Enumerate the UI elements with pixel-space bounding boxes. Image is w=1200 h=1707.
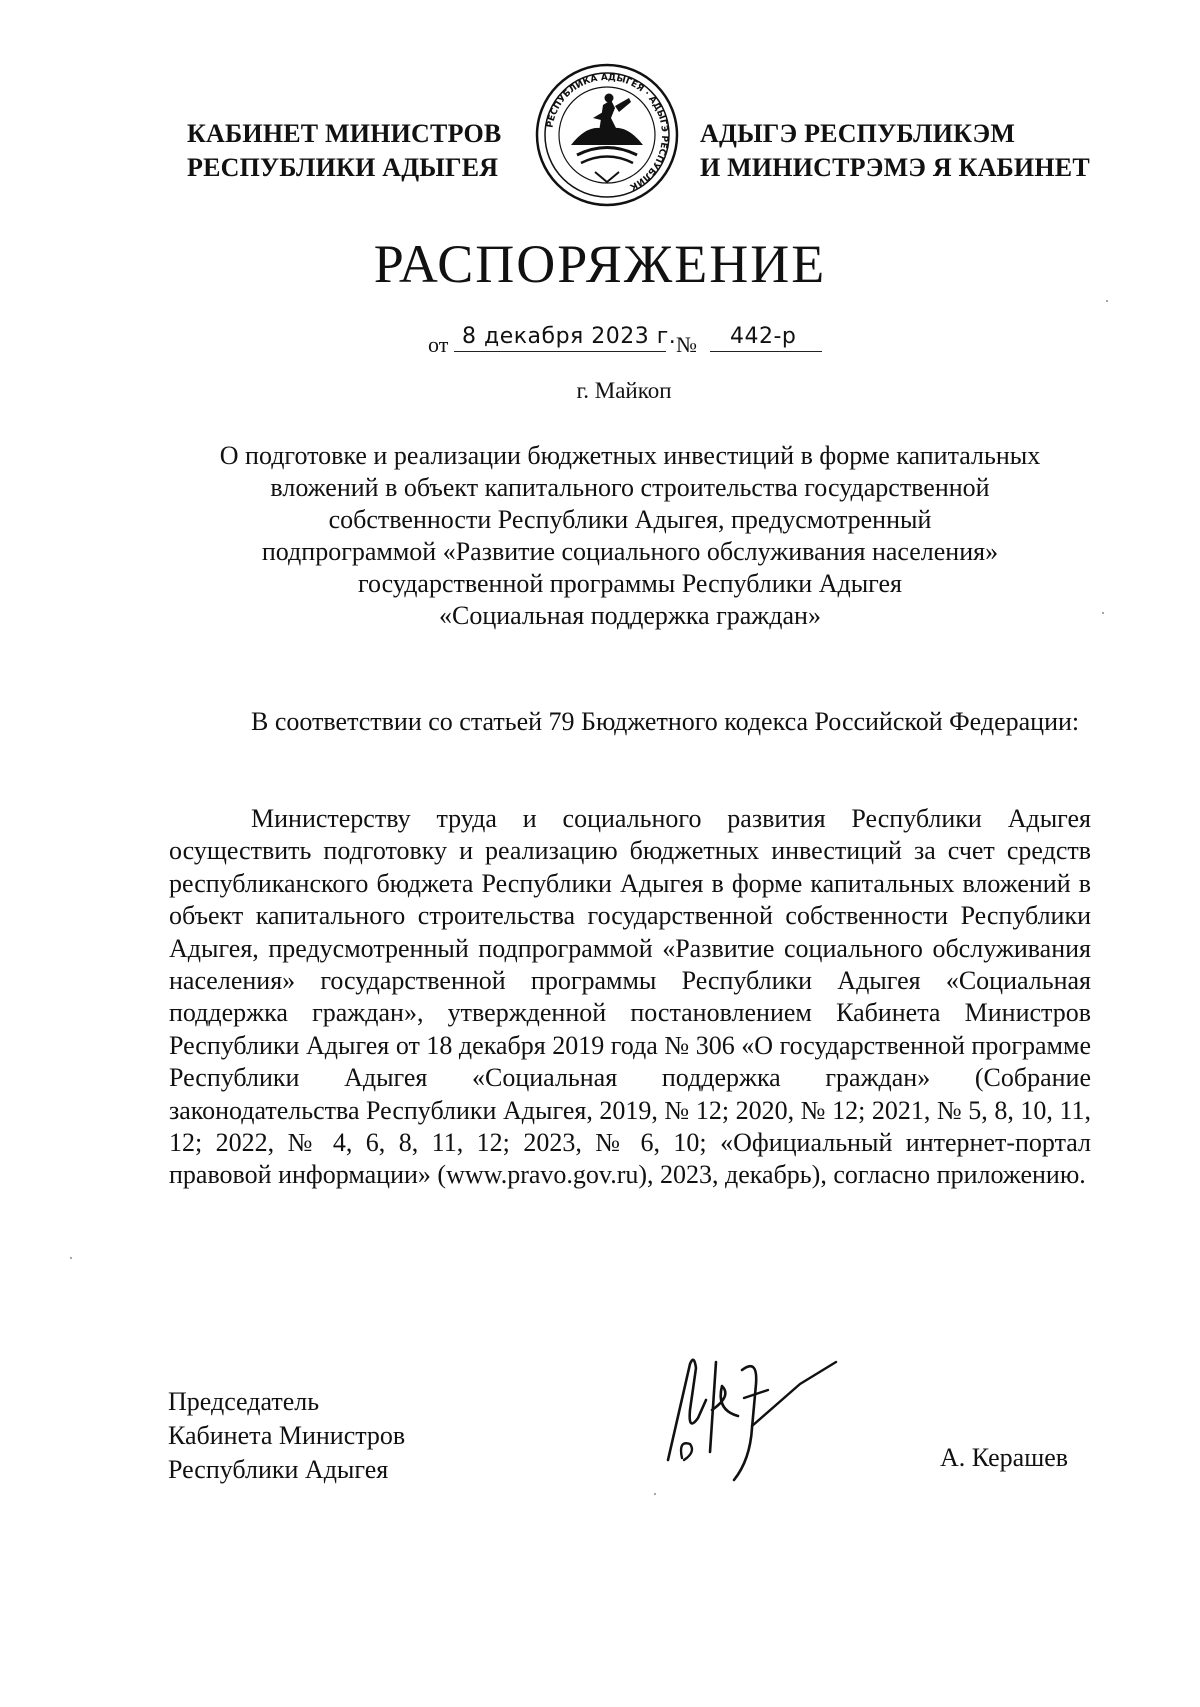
scan-speck xyxy=(654,1493,656,1495)
header-right xyxy=(700,117,1100,185)
header-left xyxy=(187,117,527,185)
subject-line: «Социальная поддержка граждан» xyxy=(439,601,821,630)
body-paragraph-1: В соответствии со статьей 79 Бюджетного кодекса Российской Федерации: xyxy=(251,707,1080,736)
scan-speck xyxy=(1102,612,1104,614)
number-underline xyxy=(710,351,822,352)
handwritten-signature-icon xyxy=(660,1340,840,1490)
position-line: Председатель xyxy=(168,1387,320,1416)
subject-line: О подготовке и реализации бюджетных инвестиций в форме капитальных xyxy=(219,441,1041,470)
document-number: 442-р xyxy=(730,324,797,349)
subject-line: собственности Республики Адыгея, предусмотренный xyxy=(328,505,932,534)
date-underline xyxy=(454,351,666,352)
header-right-line2: И МИНИСТРЭМЭ Я КАБИНЕТ xyxy=(700,153,1090,182)
position-line: Кабинета Министров xyxy=(168,1421,406,1450)
svg-text:РЕСПУБЛИКА АДЫГЕЯ · АДЫГЭ РЕСП: РЕСПУБЛИКА АДЫГЕЯ · АДЫГЭ РЕСПУБЛИК xyxy=(545,72,670,192)
subject-line: подпрограммой «Развитие социального обслуживания населения» xyxy=(261,537,999,566)
subject-line: государственной программы Республики Адыгея xyxy=(357,569,903,598)
header-right-line1: АДЫГЭ РЕСПУБЛИКЭМ xyxy=(700,119,1016,148)
header-left-line2: РЕСПУБЛИКИ АДЫГЕЯ xyxy=(187,153,499,182)
scan-speck xyxy=(1106,300,1108,302)
number-label: № xyxy=(676,332,697,357)
header-left-line1: КАБИНЕТ МИНИСТРОВ xyxy=(187,119,502,148)
date-number-line xyxy=(428,320,848,356)
document-title: РАСПОРЯЖЕНИЕ xyxy=(373,234,827,294)
coat-of-arms-icon xyxy=(533,60,681,210)
body-paragraph-2: Министерству труда и социального развития Республики Адыгея осуществить подготовку и реализацию бюджетных инвестиций за счет средств республиканского бюджета Республики Адыгея в форме капитальных вложений в объект капитального строительства государственной собственности Республики Адыгея, предусмотренный подпрограммой «Развитие социального обслуживания населения» государственной программы Республики Адыгея «Социальная поддержка граждан», утвержденной постановлением Кабинета Министров Республики Адыгея от 18 декабря 2019 года № 306 «О государственной программе Республики Адыгея «Социальная поддержка граждан» (Собрание законодательства Республики Адыгея, 2019, № 12; 2020, № 12; 2021, № 5, 8, 10, 11, 12; 2022, № 4, 6, 8, 11, 12; 2023, № 6, 10; «Официальный интернет-портал правовой информации» (www.pravo.gov.ru), 2023, декабрь), согласно приложению. xyxy=(169,804,1091,1190)
subject-line: вложений в объект капитального строительства государственной xyxy=(270,473,990,502)
position-line: Республики Адыгея xyxy=(168,1455,389,1484)
city: г. Майкоп xyxy=(576,378,672,403)
signatory-position xyxy=(168,1385,405,1487)
document-date: 8 декабря 2023 г. xyxy=(462,324,677,349)
date-from-label: от xyxy=(428,332,449,357)
signer-name: А. Керашев xyxy=(940,1443,1069,1472)
scan-speck xyxy=(70,1257,72,1259)
document-subject xyxy=(160,440,1100,632)
